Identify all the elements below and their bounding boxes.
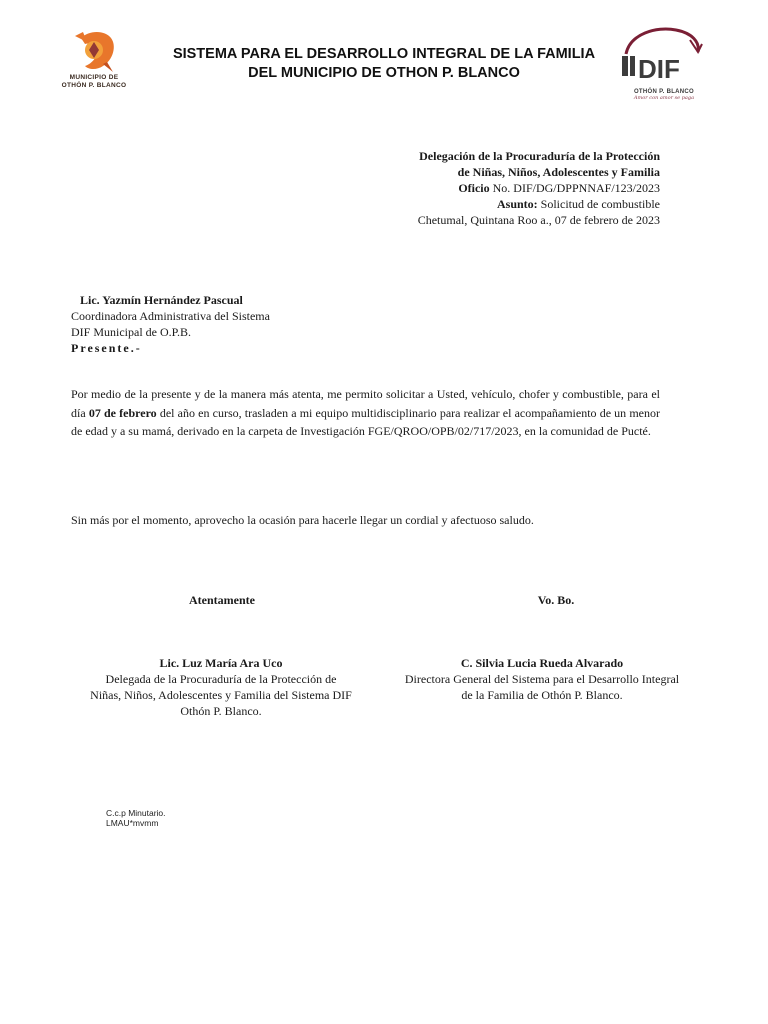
oficio-line	[418, 180, 660, 196]
closing-paragraph: Sin más por el momento, aprovecho la ocasión para hacerle llegar un cordial y afectuoso saludo.	[71, 513, 534, 527]
body-part2: del año en curso, trasladen a mi equipo multidisciplinario para realizar el acompañamiento de un menor de edad y a su mamá, derivado en la carpeta de Investigación FGE/QROO/OPB/02/717/2023, en la comunidad de Pucté.	[71, 405, 660, 438]
dif-slogan: Amor con amor se paga	[633, 95, 695, 101]
greeting: Presente.-	[71, 341, 142, 355]
municipio-logo	[46, 28, 142, 98]
dif-logo	[616, 26, 712, 106]
delegation-line2: de Niñas, Niños, Adolescentes y Familia	[457, 165, 660, 179]
addressee-position: Coordinadora Administrativa del Sistema	[71, 309, 270, 323]
addressee-block	[71, 292, 270, 356]
delegation-line1: Delegación de la Procuraduría de la Protección	[419, 149, 660, 163]
addressee-name: Lic. Yazmín Hernández Pascual	[80, 293, 243, 307]
ccp-block	[106, 808, 166, 828]
signer-left-name: Lic. Luz María Ara Uco	[159, 656, 283, 670]
signer-left-title-1: Delegada de la Procuraduría de la Protección de	[105, 672, 337, 686]
body-part1: Por medio de la presente y de la manera más atenta, me permito solicitar a Usted, vehículo, chofer y combustible, para el día	[71, 387, 660, 420]
signer-left-title-2: Niñas, Niños, Adolescentes y Familia del Sistema DIF	[90, 688, 352, 702]
dif-logo-label: OTHÓN P. BLANCO	[633, 89, 695, 95]
header-title-line1: SISTEMA PARA EL DESARROLLO INTEGRAL DE LA FAMILIA	[172, 46, 596, 62]
document-header	[150, 45, 618, 83]
asunto-label: Asunto:	[496, 197, 538, 211]
header-title-line2: DEL MUNICIPIO DE OTHON P. BLANCO	[248, 65, 520, 81]
dif-logo-icon	[616, 26, 712, 84]
municipio-label-2: OTHÓN P. BLANCO	[61, 81, 127, 89]
municipio-logo-icon	[67, 28, 121, 74]
signature-right	[378, 655, 706, 703]
municipio-label-1: MUNICIPIO DE	[69, 74, 119, 81]
asunto-value: Solicitud de combustible	[537, 197, 660, 211]
place-date: Chetumal, Quintana Roo a., 07 de febrero de 2023	[417, 213, 660, 227]
dif-wordmark: DIF	[638, 54, 680, 84]
oficio-label: Oficio	[458, 181, 490, 195]
ccp-line1: C.c.p Minutario.	[106, 808, 166, 818]
body-paragraph	[71, 385, 660, 441]
signer-right-title-1: Directora General del Sistema para el Desarrollo Integral	[404, 672, 680, 686]
signer-right-name: C. Silvia Lucia Rueda Alvarado	[460, 656, 624, 670]
signature-left	[70, 655, 372, 719]
reference-block	[418, 148, 660, 228]
oficio-value: No. DIF/DG/DPPNNAF/123/2023	[489, 181, 660, 195]
body-date: 07 de febrero	[88, 405, 157, 420]
ccp-line2: LMAU*mvmm	[106, 818, 159, 828]
addressee-org: DIF Municipal de O.P.B.	[71, 325, 191, 339]
asunto-line	[418, 196, 660, 212]
sign-heading-right: Vo. Bo.	[537, 593, 575, 607]
signer-right-title-2: de la Familia de Othón P. Blanco.	[461, 688, 623, 702]
signer-left-title-3: Othón P. Blanco.	[180, 704, 262, 718]
sign-heading-left: Atentamente	[189, 593, 255, 607]
